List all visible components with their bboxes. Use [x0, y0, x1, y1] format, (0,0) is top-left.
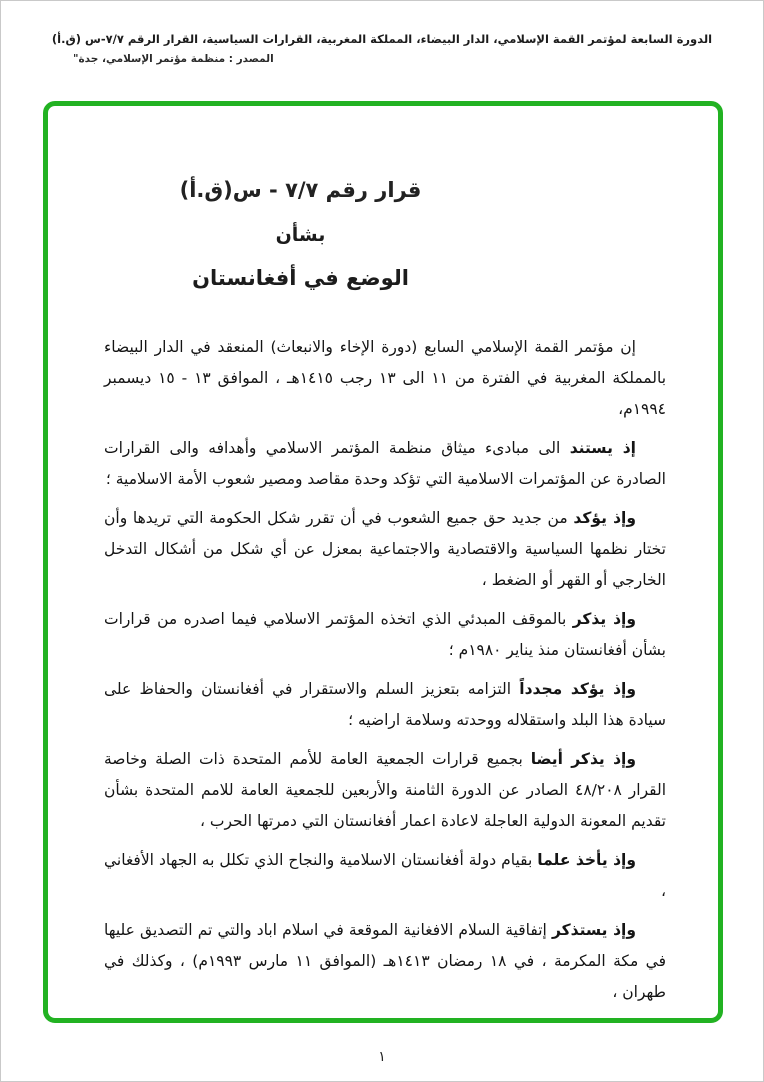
- paragraph-lead: وإذ يؤكد مجدداً: [519, 680, 636, 698]
- paragraph: [104, 503, 666, 596]
- paragraph-text: بالموقف المبدئي الذي اتخذه المؤتمر الاسلامي فيما اصدره من قرارات بشأن أفغانستان منذ يناير ١٩٨٠م ؛: [104, 610, 666, 659]
- document-frame: [43, 101, 723, 1023]
- header-source-line: المصدر : منظمة مؤتمر الإسلامي، جدة": [73, 53, 274, 66]
- paragraph-lead: وإذ يستذكر: [551, 921, 636, 939]
- page-number: ١: [378, 1049, 386, 1065]
- paragraph-text: بقيام دولة أفغانستان الاسلامية والنجاح الذي تكلل به الجهاد الأفغاني ،: [104, 851, 666, 900]
- paragraph-lead: إذ يستند: [569, 439, 636, 457]
- paragraph-text: إن مؤتمر القمة الإسلامي السابع (دورة الإخاء والانبعاث) المنعقد في الدار البيضاء بالمملكة المغربية في الفترة من ١١ الى ١٣ رجب ١٤١٥هـ ، الموافق ١٣ - ١٥ ديسمبر ١٩٩٤م،: [104, 338, 667, 418]
- title-block: [48, 178, 718, 290]
- paragraph: [104, 604, 666, 666]
- paragraph: [104, 744, 666, 837]
- header-citation-line: الدورة السابعة لمؤتمر القمة الإسلامي، الدار البيضاء، المملكة المغربية، القرارات السياسية، القرار الرقم ٧/٧-س (ق.أ): [51, 32, 713, 46]
- subject-title: الوضع في أفغانستان: [192, 266, 409, 290]
- paragraph-text: من جديد حق جميع الشعوب في أن تقرر شكل الحكومة التي تريدها وأن تختار نظمها السياسية والاقتصادية والاجتماعية بمعزل عن أي شكل من أشكال التدخل الخارجي أو القهر أو الضغط ،: [104, 509, 666, 589]
- document-body: [48, 332, 718, 1008]
- paragraph-text: الى مبادىء ميثاق منظمة المؤتمر الاسلامي وأهدافه والى القرارات الصادرة عن المؤتمرات الاسلامية التي تؤكد وحدة مقاصد ومصير شعوب الأمة الاسلامية ؛: [104, 439, 666, 488]
- paragraph: [104, 915, 666, 1008]
- paragraph: [104, 433, 666, 495]
- paragraph-lead: وإذ يؤكد: [573, 509, 636, 527]
- paragraph: [104, 674, 666, 736]
- page-footer: [1, 1049, 763, 1065]
- paragraph-text: بجميع قرارات الجمعية العامة للأمم المتحدة ذات الصلة وخاصة القرار ٤٨/٢٠٨ الصادر عن الدورة الثامنة والأربعين للجمعية العامة للامم المتحدة بشأن تقديم المعونة الدولية العاجلة لاعادة اعمار أفغانستان التي دمرتها الحرب ،: [104, 750, 667, 830]
- paragraph-text: إتفاقية السلام الافغانية الموقعة في اسلام اباد والتي تم التصديق عليها في مكة المكرمة ، في ١٨ رمضان ١٤١٣هـ (الموافق ١١ مارس ١٩٩٣م) ، وكذلك في طهران ،: [104, 921, 666, 1001]
- paragraph-lead: وإذ يذكر أيضا: [530, 750, 636, 768]
- subject-label: بشأن: [275, 224, 326, 246]
- paragraph: [104, 332, 666, 425]
- paragraph-text: التزامه بتعزيز السلم والاستقرار في أفغانستان والحفاظ على سيادة هذا البلد واستقلاله ووحدته وسلامة اراضيه ؛: [104, 680, 666, 729]
- page-header: [1, 31, 763, 65]
- paragraph: [104, 845, 666, 907]
- paragraph-lead: وإذ يذكر: [572, 610, 636, 628]
- resolution-number-title: قرار رقم ٧/٧ - س(ق.أ): [179, 178, 422, 202]
- paragraph-lead: وإذ يأخذ علما: [537, 851, 636, 869]
